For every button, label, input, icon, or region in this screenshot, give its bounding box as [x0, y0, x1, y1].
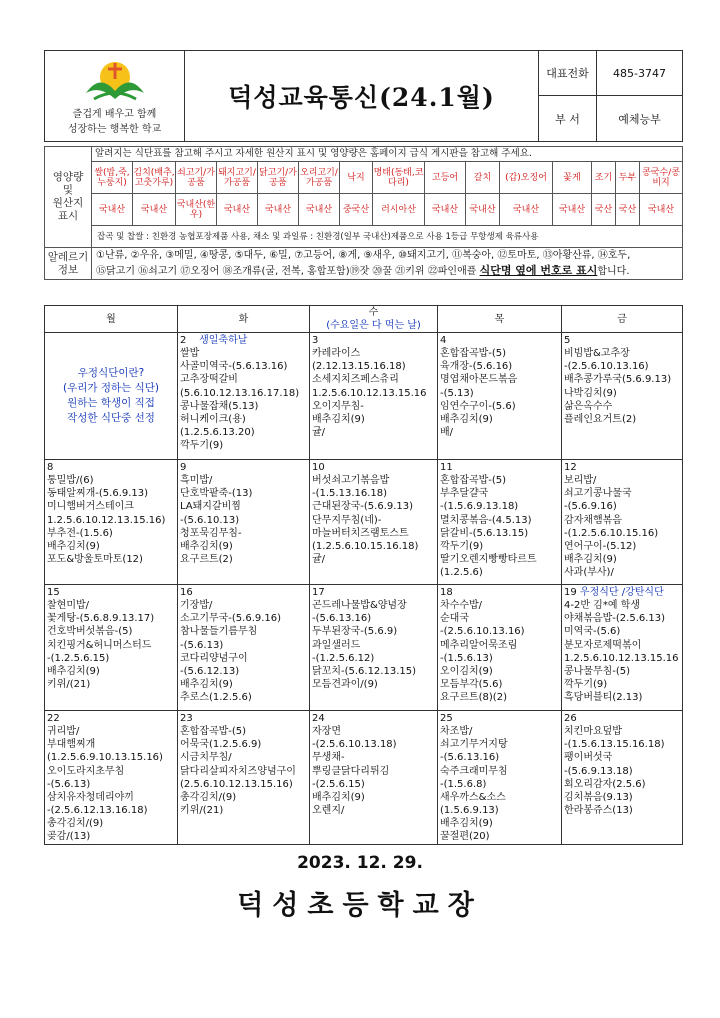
origin-item-name: 낙지 [340, 162, 373, 194]
menu-week-2 [45, 460, 683, 585]
menu-table [44, 305, 683, 845]
origin-item-value: 국내산 [425, 194, 466, 226]
allergy-label: 알레르기 정보 [45, 248, 92, 280]
menu-cell: 22 귀리밥/ 부대햄찌개 (1.2.5.6.9.10.13.15.16) 오이도라지초무침 -(5.6.13) 삼치유자청데리야끼 -(2.5.6.12.13.16.18) 총각김치/(9) 곶감/(13) [45, 711, 178, 845]
origin-item-name: 조기 [592, 162, 616, 194]
origin-notice: 알려지는 식단표를 참고해 주시고 자세한 원산지 표시 및 영양량은 홈페이지 급식 게시판을 참고해 주세요. [92, 147, 683, 162]
day-header-mon: 월 [45, 306, 178, 333]
menu-week-3 [45, 585, 683, 711]
menu-cell: 12 보리밥/ 쇠고기콩나물국 -(5.6.9.16) 감자채햄볶음 -(1.2.5.6.10.15.16) 연어구이-(5.12) 배추김치(9) 사과(부사)/ [562, 460, 683, 585]
origin-item-name: 쇠고기/가공품 [176, 162, 217, 194]
phone-label: 대표전화 [539, 51, 597, 96]
origin-item-name: 닭고기/가공품 [258, 162, 299, 194]
student-credit: 4-2반 김*예 학생 [564, 600, 640, 612]
school-principal: 덕성초등학교장 [237, 890, 483, 921]
origin-item-names [45, 162, 683, 194]
allergy-emphasis: 식단명 옆에 번호로 표시 [479, 264, 598, 277]
origin-row-label: 영양량 및 원산지 표시 [45, 147, 92, 248]
origin-item-value: 국내산 [133, 194, 176, 226]
origin-item-value: 국내산(한우) [176, 194, 217, 226]
school-logo-cell [45, 51, 185, 142]
day-header-tue: 화 [178, 306, 310, 333]
menu-week-1 [45, 333, 683, 460]
menu-cell: 15 찰현미밥/ 꽃게탕-(5.6.8.9.13.17) 건호박버섯볶음-(5) 치킨핑거&허니머스터드 -(1.2.5.6.15) 배추김치(9) 키위/(21) [45, 585, 178, 711]
origin-item-name: 콩국수/콩비지 [640, 162, 683, 194]
origin-item-name: 두부 [616, 162, 640, 194]
origin-item-name: 쌀(밥,죽,누룽지) [92, 162, 133, 194]
origin-item-name: 오리고기/가공품 [299, 162, 340, 194]
origin-item-values [45, 194, 683, 226]
menu-cell: 18 차수수밥/ 순대국 -(2.5.6.10.13.16) 메추리알어묵조림 -(1.5.6.13) 오이김치(9) 모듬부각(5.6) 요구르트(8)(2) [438, 585, 562, 711]
origin-item-value: 국내산 [500, 194, 553, 226]
origin-item-name: 명태(동태,코다리) [373, 162, 425, 194]
origin-item-value: 국내산 [217, 194, 258, 226]
allergy-line-1: ①난류, ②우유, ③메밀, ④땅콩, ⑤대두, ⑥밀, ⑦고등어, ⑧게, ⑨새우, ⑩돼지고기, ⑪복숭아, ⑫토마토, ⑬아황산류, ⑭호두, [96, 250, 631, 261]
menu-day-header [45, 306, 683, 333]
menu-cell: 4 혼합잡곡밥-(5) 육개장-(5.6.16) 명엽채아몬드볶음 -(5.13) 임연수구이-(5.6) 배추김치(9) 배/ [438, 333, 562, 460]
menu-cell: 3 카레라이스 (2.12.13.15.16.18) 소세지치즈페스츄리 1.2.5.6.10.12.13.15.16 오이지무침- 배추김치(9) 귤/ [310, 333, 438, 460]
origin-item-value: 국내산 [258, 194, 299, 226]
origin-item-value: 국산 [592, 194, 616, 226]
school-logo-icon [80, 55, 150, 103]
wed-note: (수요일은 다 먹는 날) [326, 320, 421, 332]
dept-label: 부 서 [539, 96, 597, 142]
origin-item-value: 국내산 [553, 194, 592, 226]
origin-item-name: (갑)오징어 [500, 162, 553, 194]
origin-item-name: 고등어 [425, 162, 466, 194]
dept-value: 예체능부 [597, 96, 683, 142]
motto-line-2: 성장하는 행복한 학교 [67, 124, 162, 135]
day-header-fri: 금 [562, 306, 683, 333]
menu-cell: 9 흑미밥/ 단호박팥죽-(13) LA돼지갈비찜 -(5.6.10.13) 청포묵김무침- 배추김치(9) 요구르트(2) [178, 460, 310, 585]
origin-item-value: 국내산 [92, 194, 133, 226]
menu-cell: 17 곤드레나물밥&양념장 -(5.6.13.16) 두부된장국-(5.6.9) 과일샐러드 -(1.2.5.6.12) 닭꼬치-(5.6.12.13.15) 모듬견과이/(9) [310, 585, 438, 711]
origin-item-value: 국내산 [640, 194, 683, 226]
origin-item-name: 갈치 [466, 162, 500, 194]
origin-item-value: 중국산 [340, 194, 373, 226]
menu-cell: 26 치킨마요덮밥 -(1.5.6.13.15.16.18) 팽이버섯국 -(5.6.9.13.18) 회오리감자(2.5.6) 김치볶음(9.13) 한라봉쥬스(13) [562, 711, 683, 845]
menu-cell: 2 생일축하날 쌀밥 사골미역국-(5.6.13.16) 고추장떡갈비 (5.6.10.12.13.16.17.18) 콩나물잡채(5.13) 허니케이크(용) (1.2.5.6.13.20) 깍두기(9) [178, 333, 310, 460]
menu-cell: 19 우정식단 /강탄식단 4-2반 김*예 학생 야채볶음밥-(2.5.6.13) 미역국-(5.6) 분모자로제떡볶이 1.2.5.6.10.12.13.15.16 콩나물무침-(5) 깍두기(9) 흑당버블티(2.13) [562, 585, 683, 711]
origin-table [44, 146, 683, 280]
origin-item-value: 러시아산 [373, 194, 425, 226]
birthday-note: 생일축하날 [199, 335, 248, 347]
origin-item-value: 국내산 [466, 194, 500, 226]
menu-cell: 25 차조밥/ 쇠고기무거지탕 -(5.6.13.16) 숙주크래미무침 -(1.5.6.8) 새우까스&소스 (1.5.6.9.13) 배추김치(9) 꿀절편(20) [438, 711, 562, 845]
issue-date: 2023. 12. 29. [297, 853, 423, 873]
origin-item-value: 국산 [616, 194, 640, 226]
day-header-wed: 수 (수요일은 다 먹는 날) [310, 306, 438, 333]
menu-cell: 5 비빔밥&고추장 -(2.5.6.10.13.16) 배추콩가루국(5.6.9.13) 나박김치(9) 삶은옥수수 플레인요거트(2) [562, 333, 683, 460]
menu-cell: 24 자장면 -(2.5.6.10.13.18) 무생채- 뿌링클닭다리튀김 -(2.5.6.15) 배추김치(9) 오렌지/ [310, 711, 438, 845]
friendship-menu-intro: 우정식단이란? (우리가 정하는 식단) 원하는 학생이 직접 작성한 식단중 선정 [45, 333, 178, 460]
menu-cell: 8 통밀밥/(6) 동태알찌개-(5.6.9.13) 미니햄버거스테이크 1.2.5.6.10.12.13.15.16) 부추전-(1.5.6) 배추김치(9) 포도&방울토마토(12) [45, 460, 178, 585]
friendship-menu-note: 우정식단 /강탄식단 [579, 587, 664, 599]
day-header-thu: 목 [438, 306, 562, 333]
title-cell [185, 51, 539, 142]
newsletter-title: 덕성교육통신(24.1월) [228, 83, 495, 112]
newsletter-header [44, 50, 683, 142]
motto-line-1: 즐겁게 배우고 함께 [72, 109, 157, 120]
origin-item-value: 국내산 [299, 194, 340, 226]
phone-number: 485-3747 [597, 51, 683, 96]
menu-cell: 23 혼합잡곡밥-(5) 어묵국(1.2.5.6.9) 시금치무침/ 닭다리살피자치즈양념구이 (2.5.6.10.12.13.15.16) 총각김치/(9) 키위/(21) [178, 711, 310, 845]
allergy-line-2: ⑮닭고기 ⑯쇠고기 ⑰오징어 ⑱조개류(굴, 전복, 홍합포함)⑲잣 ⑳꿀 ㉑키위 ㉒파인애플 식단명 옆에 번호로 표시합니다. [96, 264, 630, 277]
menu-cell: 10 버섯쇠고기볶음밥 -(1.5.13.16.18) 근대된장국-(5.6.9.13) 단무지무침(네)- 마늘버터치즈램토스트 (1.2.5.6.10.15.16.18) 귤/ [310, 460, 438, 585]
origin-item-name: 꽃게 [553, 162, 592, 194]
eco-note: 잡곡 및 찹쌀 : 친환경 농협포장제품 사용, 채소 및 과일류 : 친환경(일부 국내산)제품으로 사용 1등급 무항생제 육류사용 [92, 226, 683, 248]
allergy-info [92, 248, 683, 280]
origin-item-name: 돼지고기/가공품 [217, 162, 258, 194]
origin-item-name: 김치(배추,고춧가루) [133, 162, 176, 194]
menu-cell: 11 혼합잡곡밥-(5) 부추달걀국 -(1.5.6.9.13.18) 멸치콩볶음-(4.5.13) 닭갈비-(5.6.13.15) 깍두기(9) 딸기오렌지빵빵타르트 (1.2.5.6) [438, 460, 562, 585]
menu-week-4 [45, 711, 683, 845]
menu-cell: 16 기장밥/ 소고기무국-(5.6.9.16) 참나물들기름무침 -(5.6.13) 코다리양념구이 -(5.6.12.13) 배추김치(9) 추로스(1.2.5.6) [178, 585, 310, 711]
